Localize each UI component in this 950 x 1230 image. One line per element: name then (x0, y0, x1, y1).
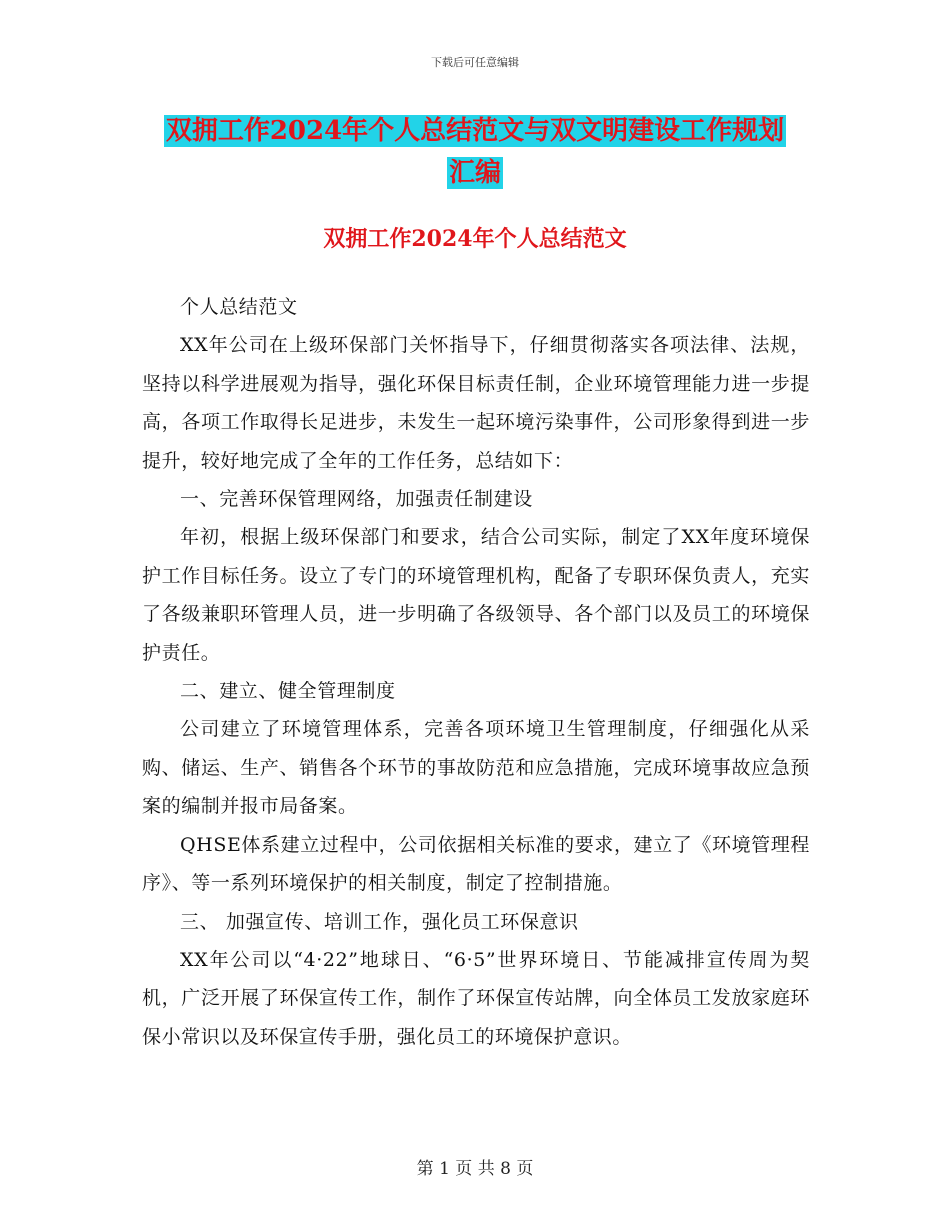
paragraph: XX年公司以“4·22”地球日、“6·5”世界环境日、节能减排宣传周为契机，广泛开展了环保宣传工作，制作了环保宣传站牌，向全体员工发放家庭环保小常识以及环保宣传手册，强化员工的环境保护意识。 (142, 948, 810, 1048)
paragraph: 三、 加强宣传、培训工作，强化员工环保意识 (180, 910, 579, 933)
header-note: 下载后可任意编辑 (431, 56, 519, 69)
page-footer: 第 1 页 共 8 页 (416, 1159, 534, 1179)
document-title (0, 110, 950, 194)
title-line-2: 汇编 (448, 158, 501, 188)
title-line-1: 双拥工作2024年个人总结范文与双文明建设工作规划 (165, 116, 785, 146)
paragraph: XX年公司在上级环保部门关怀指导下，仔细贯彻落实各项法律、法规，坚持以科学进展观为指导，强化环保目标责任制，企业环境管理能力进一步提高，各项工作取得长足进步，未发生一起环境污染事件，公司形象得到进一步提升，较好地完成了全年的工作任务，总结如下： (142, 334, 810, 472)
paragraph: QHSE体系建立过程中，公司依据相关标准的要求，建立了《环境管理程序》、等一系列环境保护的相关制度，制定了控制措施。 (142, 833, 810, 895)
document-body (142, 288, 810, 1056)
paragraph: 二、建立、健全管理制度 (180, 680, 396, 703)
section-title: 双拥工作2024年个人总结范文 (323, 226, 627, 252)
paragraph: 年初，根据上级环保部门和要求，结合公司实际，制定了XX年度环境保护工作目标任务。设立了专门的环境管理机构，配备了专职环保负责人，充实了各级兼职环管理人员，进一步明确了各级领导、各个部门以及员工的环境保护责任。 (142, 526, 810, 664)
paragraph: 一、完善环保管理网络，加强责任制建设 (180, 488, 533, 511)
paragraph: 公司建立了环境管理体系，完善各项环境卫生管理制度，仔细强化从采购、储运、生产、销售各个环节的事故防范和应急措施，完成环境事故应急预案的编制并报市局备案。 (142, 718, 810, 818)
paragraph: 个人总结范文 (180, 296, 298, 318)
